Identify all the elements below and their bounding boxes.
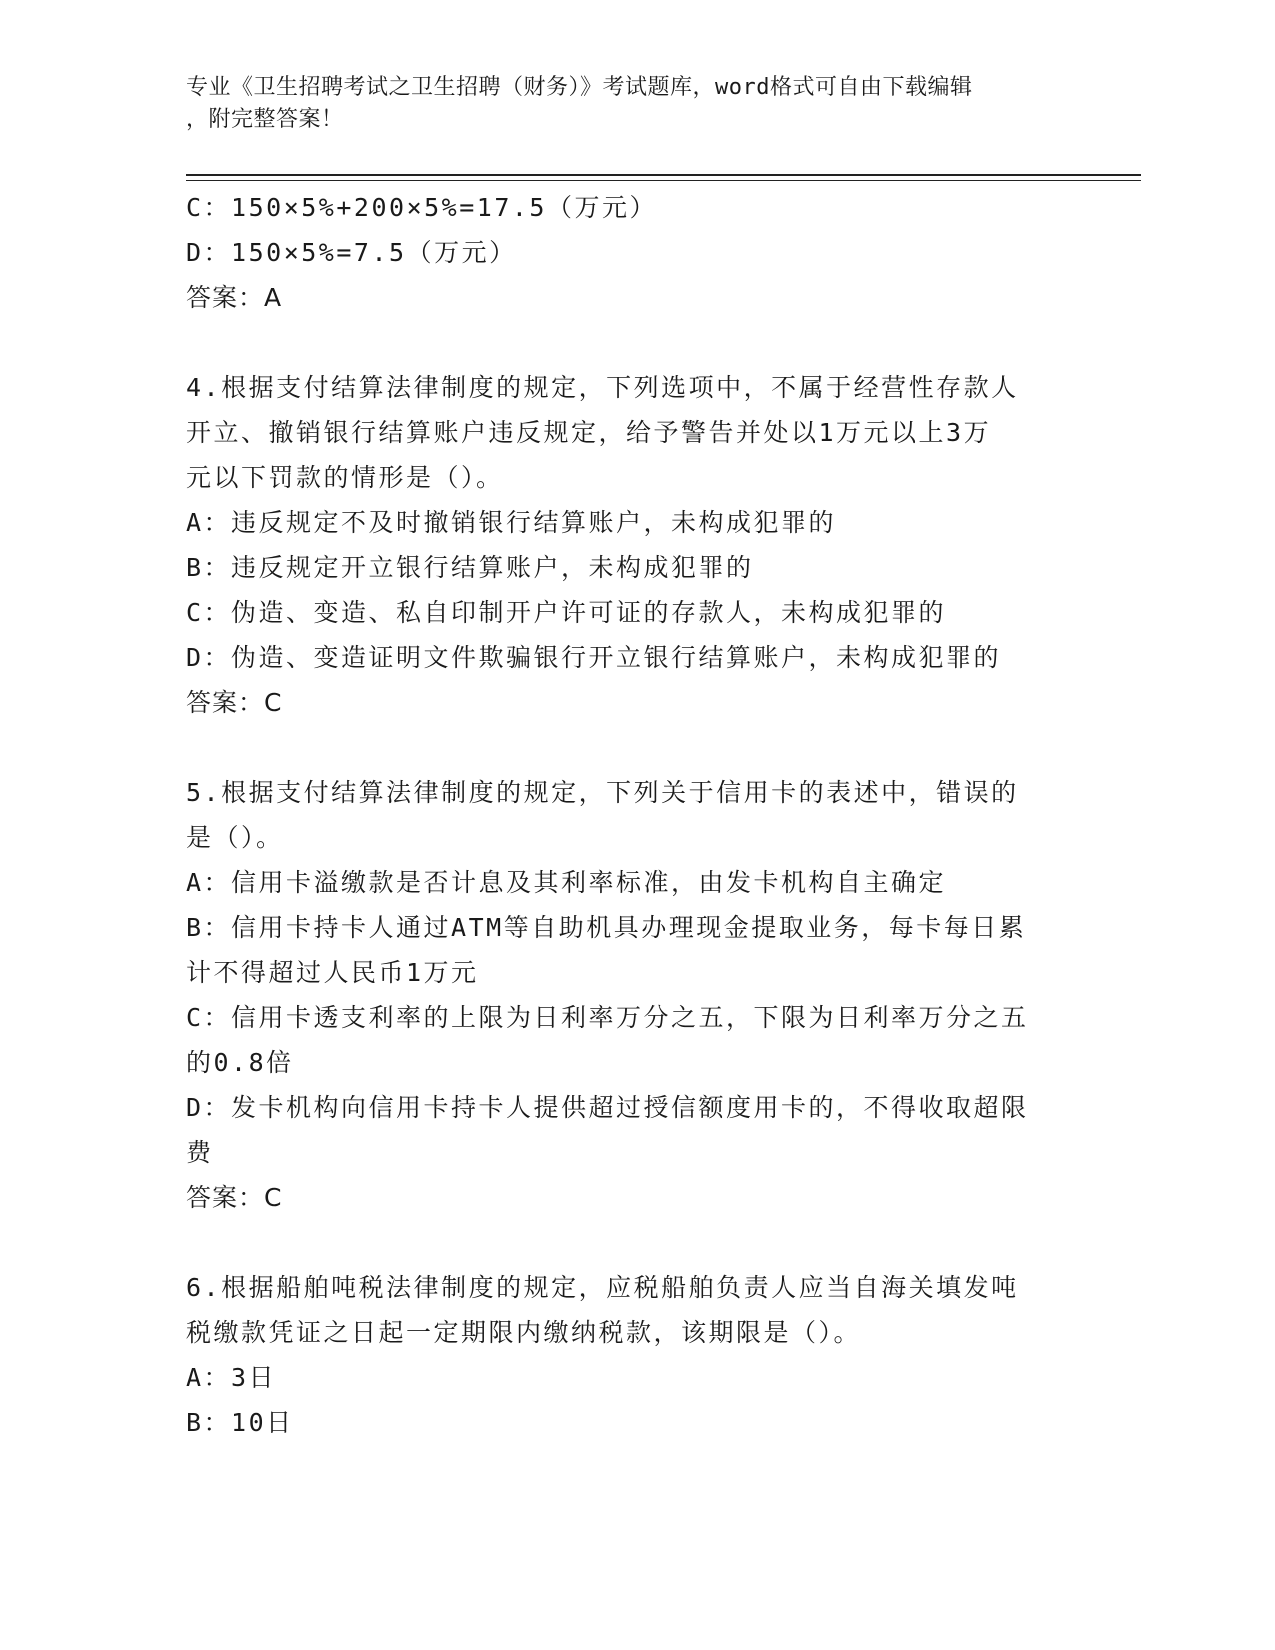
question-stem-line: 4.根据支付结算法律制度的规定，下列选项中，不属于经营性存款人 — [186, 373, 1019, 402]
answer-option — [186, 545, 1076, 590]
answer-line: 答案：C — [186, 688, 283, 717]
answer-option — [186, 905, 1076, 995]
option-text-line: D：伪造、变造证明文件欺骗银行开立银行结算账户，未构成犯罪的 — [186, 643, 1002, 672]
question-stem-line: 5.根据支付结算法律制度的规定，下列关于信用卡的表述中，错误的 — [186, 778, 1019, 807]
answer-option — [186, 1085, 1076, 1175]
answer-option — [186, 500, 1076, 545]
spacer — [186, 320, 1076, 365]
answer-option — [186, 1400, 1076, 1445]
option-text-line: A：信用卡溢缴款是否计息及其利率标准，由发卡机构自主确定 — [186, 868, 947, 897]
option-text-line: A：3日 — [186, 1363, 277, 1392]
answer-option — [186, 1355, 1076, 1400]
question-block — [186, 1265, 1076, 1445]
header-divider-thin — [186, 180, 1141, 181]
question-stem-line: 税缴款凭证之日起一定期限内缴纳税款，该期限是（）。 — [186, 1318, 862, 1347]
question-stem-line: 开立、撤销银行结算账户违反规定，给予警告并处以1万元以上3万 — [186, 418, 992, 447]
question-content — [186, 185, 1076, 1445]
spacer — [186, 725, 1076, 770]
option-text-line: D：发卡机构向信用卡持卡人提供超过授信额度用卡的，不得收取超限 — [186, 1093, 1029, 1122]
option-text-line: A：违反规定不及时撤销银行结算账户，未构成犯罪的 — [186, 508, 837, 537]
option-text-line: C：伪造、变造、私自印制开户许可证的存款人，未构成犯罪的 — [186, 598, 947, 627]
option-text-line: B：违反规定开立银行结算账户，未构成犯罪的 — [186, 553, 754, 582]
option-d: D：150×5%=7.5（万元） — [186, 238, 517, 267]
answer-option — [186, 590, 1076, 635]
answer-option — [186, 995, 1076, 1085]
header-title-line-2: ，附完整答案！ — [186, 107, 344, 132]
header-title-line-1: 专业《卫生招聘考试之卫生招聘（财务）》考试题库，word格式可自由下载编辑 — [186, 75, 973, 100]
option-text-line: B：10日 — [186, 1408, 294, 1437]
answer-line: 答案：C — [186, 1183, 283, 1212]
answer-option — [186, 635, 1076, 680]
answer-option — [186, 860, 1076, 905]
option-text-line: C：信用卡透支利率的上限为日利率万分之五，下限为日利率万分之五 — [186, 1003, 1029, 1032]
header-divider-thick — [186, 174, 1141, 176]
question-list — [186, 365, 1076, 1445]
question-stem-line: 6.根据船舶吨税法律制度的规定，应税船舶负责人应当自海关填发吨 — [186, 1273, 1019, 1302]
document-header — [186, 72, 1066, 136]
question-block — [186, 770, 1076, 1265]
spacer — [186, 1220, 1076, 1265]
question-block — [186, 365, 1076, 770]
option-text-line: 的0.8倍 — [186, 1048, 294, 1077]
question-3-partial — [186, 185, 1076, 320]
option-text-line: B：信用卡持卡人通过ATM等自助机具办理现金提取业务，每卡每日累 — [186, 913, 1027, 942]
answer-line: 答案：A — [186, 283, 283, 312]
option-text-line: 费 — [186, 1138, 214, 1167]
option-text-line: 计不得超过人民币1万元 — [186, 958, 479, 987]
question-stem-line: 元以下罚款的情形是（）。 — [186, 463, 504, 492]
question-stem-line: 是（）。 — [186, 823, 284, 852]
option-c: C：150×5%+200×5%=17.5（万元） — [186, 193, 657, 222]
